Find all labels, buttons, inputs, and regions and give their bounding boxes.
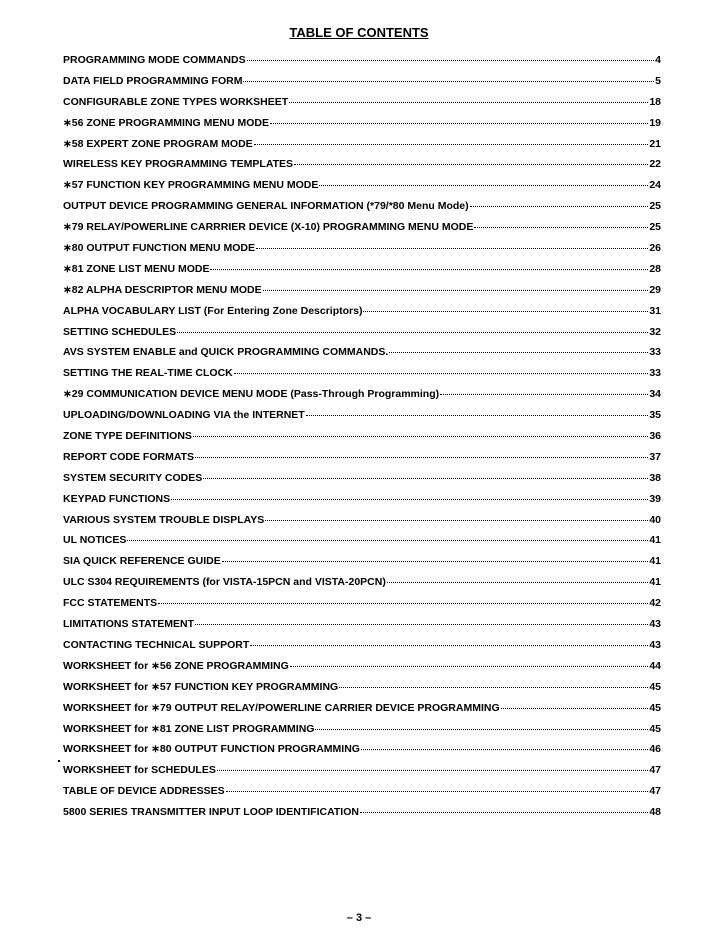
dot-leader <box>363 311 648 312</box>
toc-entry <box>63 388 661 409</box>
toc-entry-page-number: 37 <box>649 450 661 463</box>
toc-entry-title: ∗58 EXPERT ZONE PROGRAM MODE <box>63 137 253 150</box>
toc-entry-page-number: 41 <box>649 534 661 547</box>
toc-entry-page-number: 48 <box>649 806 661 819</box>
toc-entry-title: WORKSHEET for ∗81 ZONE LIST PROGRAMMING <box>63 722 315 735</box>
dot-leader <box>361 749 648 750</box>
dot-leader <box>195 624 648 625</box>
toc-entry <box>63 597 661 618</box>
toc-entry <box>63 284 661 305</box>
toc-entry <box>63 785 661 806</box>
toc-entry-page-number: 40 <box>649 513 661 526</box>
dot-leader <box>339 687 648 688</box>
toc-entry-title: ∗56 ZONE PROGRAMMING MENU MODE <box>63 116 269 129</box>
toc-entry-title: WORKSHEET for ∗80 OUTPUT FUNCTION PROGRAMMING <box>63 743 360 756</box>
toc-entry <box>63 117 661 138</box>
toc-entry-title: ∗80 OUTPUT FUNCTION MENU MODE <box>63 242 255 255</box>
dot-leader <box>177 332 648 333</box>
toc-entry <box>63 806 661 827</box>
dot-leader <box>195 457 648 458</box>
toc-entry <box>63 764 661 785</box>
toc-entry-page-number: 5 <box>655 74 661 87</box>
stray-mark <box>58 760 60 762</box>
toc-entry-page-number: 45 <box>649 722 661 735</box>
dot-leader <box>193 436 648 437</box>
dot-leader <box>290 666 649 667</box>
toc-entry-title: KEYPAD FUNCTIONS <box>63 492 171 505</box>
dot-leader <box>254 144 649 145</box>
toc-entry-page-number: 44 <box>649 659 661 672</box>
toc-entry-page-number: 45 <box>649 680 661 693</box>
toc-entry-page-number: 33 <box>649 346 661 359</box>
toc-entry-title: ∗81 ZONE LIST MENU MODE <box>63 262 210 275</box>
toc-entry <box>63 242 661 263</box>
toc-entry <box>63 743 661 764</box>
toc-entry-page-number: 33 <box>649 367 661 380</box>
toc-entry <box>63 179 661 200</box>
toc-entry-page-number: 18 <box>649 95 661 108</box>
dot-leader <box>289 102 648 103</box>
toc-entry-page-number: 42 <box>649 597 661 610</box>
toc-entry-title: ∗79 RELAY/POWERLINE CARRRIER DEVICE (X-10) PROGRAMMING MENU MODE <box>63 221 474 234</box>
dot-leader <box>171 499 648 500</box>
toc-entry <box>63 576 661 597</box>
toc-entry-title: CONTACTING TECHNICAL SUPPORT <box>63 638 250 651</box>
toc-entry-page-number: 39 <box>649 492 661 505</box>
dot-leader <box>270 123 648 124</box>
dot-leader <box>319 185 648 186</box>
toc-entry-title: CONFIGURABLE ZONE TYPES WORKSHEET <box>63 95 289 108</box>
dot-leader <box>158 603 648 604</box>
toc-entry-page-number: 29 <box>649 283 661 296</box>
toc-entry <box>63 660 661 681</box>
toc-entry-page-number: 25 <box>649 200 661 213</box>
toc-entry-page-number: 45 <box>649 701 661 714</box>
toc-entry <box>63 514 661 535</box>
toc-entry-page-number: 26 <box>649 242 661 255</box>
dot-leader <box>247 60 655 61</box>
toc-entry-title: TABLE OF DEVICE ADDRESSES <box>63 785 225 798</box>
toc-entry-title: REPORT CODE FORMATS <box>63 450 195 463</box>
toc-entry-title: SETTING SCHEDULES <box>63 325 177 338</box>
toc-entry-title: FCC STATEMENTS <box>63 597 158 610</box>
toc-entry-title: PROGRAMMING MODE COMMANDS <box>63 54 246 66</box>
toc-entry-title: OUTPUT DEVICE PROGRAMMING GENERAL INFORMATION (*79/*80 Menu Mode) <box>63 200 469 213</box>
dot-leader <box>203 478 648 479</box>
dot-leader <box>263 290 649 291</box>
toc-entry-title: UL NOTICES <box>63 534 127 547</box>
toc-entry-page-number: 43 <box>649 618 661 631</box>
toc-entry <box>63 472 661 493</box>
toc-entry-page-number: 43 <box>649 638 661 651</box>
toc-entry <box>63 555 661 576</box>
dot-leader <box>222 561 649 562</box>
toc-entry-page-number: 38 <box>649 471 661 484</box>
toc-entry-page-number: 31 <box>649 304 661 317</box>
dot-leader <box>243 81 654 82</box>
toc-entry <box>63 75 661 96</box>
toc-entry <box>63 681 661 702</box>
toc-entry-title: SYSTEM SECURITY CODES <box>63 471 203 484</box>
dot-leader <box>256 248 648 249</box>
toc-entry-title: SETTING THE REAL-TIME CLOCK <box>63 367 233 380</box>
toc-entry-title: WORKSHEET for SCHEDULES <box>63 764 216 777</box>
toc-entry-page-number: 41 <box>649 555 661 568</box>
toc-entry-title: ∗57 FUNCTION KEY PROGRAMMING MENU MODE <box>63 179 319 192</box>
toc-entry-title: LIMITATIONS STATEMENT <box>63 618 195 631</box>
toc-entry-title: ∗29 COMMUNICATION DEVICE MENU MODE (Pass-Through Programming) <box>63 388 440 401</box>
toc-entry-page-number: 24 <box>649 179 661 192</box>
toc-entry-title: SIA QUICK REFERENCE GUIDE <box>63 555 221 568</box>
toc-entry-page-number: 4 <box>655 54 661 66</box>
toc-entry <box>63 326 661 347</box>
toc-entry-page-number: 21 <box>649 137 661 150</box>
toc-entry <box>63 451 661 472</box>
dot-leader <box>265 520 648 521</box>
toc-list <box>63 54 661 827</box>
dot-leader <box>315 729 648 730</box>
toc-entry-title: DATA FIELD PROGRAMMING FORM <box>63 74 243 87</box>
toc-entry-page-number: 34 <box>649 388 661 401</box>
toc-entry <box>63 263 661 284</box>
toc-entry-page-number: 19 <box>649 116 661 129</box>
dot-leader <box>501 708 649 709</box>
toc-entry <box>63 534 661 555</box>
dot-leader <box>470 206 649 207</box>
toc-entry-title: ULC S304 REQUIREMENTS (for VISTA-15PCN and VISTA-20PCN) <box>63 576 386 589</box>
toc-entry <box>63 54 661 75</box>
toc-entry <box>63 158 661 179</box>
dot-leader <box>217 770 648 771</box>
toc-entry <box>63 723 661 744</box>
toc-entry-page-number: 47 <box>649 785 661 798</box>
toc-entry-title: ALPHA VOCABULARY LIST (For Entering Zone Descriptors) <box>63 304 363 317</box>
toc-entry <box>63 96 661 117</box>
toc-entry-title: VARIOUS SYSTEM TROUBLE DISPLAYS <box>63 513 265 526</box>
dot-leader <box>210 269 648 270</box>
toc-entry <box>63 430 661 451</box>
dot-leader <box>360 812 648 813</box>
dot-leader <box>226 791 649 792</box>
toc-entry <box>63 493 661 514</box>
toc-entry-page-number: 32 <box>649 325 661 338</box>
toc-entry-title: ∗82 ALPHA DESCRIPTOR MENU MODE <box>63 283 262 296</box>
toc-entry-page-number: 36 <box>649 430 661 443</box>
dot-leader <box>440 394 648 395</box>
dot-leader <box>234 373 649 374</box>
toc-entry <box>63 138 661 159</box>
dot-leader <box>474 227 648 228</box>
toc-entry-page-number: 25 <box>649 221 661 234</box>
toc-entry-page-number: 41 <box>649 576 661 589</box>
toc-entry <box>63 367 661 388</box>
toc-entry-title: UPLOADING/DOWNLOADING VIA the INTERNET <box>63 409 305 422</box>
dot-leader <box>306 415 649 416</box>
toc-entry <box>63 200 661 221</box>
dot-leader <box>294 164 648 165</box>
toc-entry-page-number: 28 <box>649 262 661 275</box>
dot-leader <box>250 645 648 646</box>
toc-entry-page-number: 47 <box>649 764 661 777</box>
toc-entry-page-number: 35 <box>649 409 661 422</box>
toc-entry <box>63 639 661 660</box>
toc-entry <box>63 618 661 639</box>
toc-entry-page-number: 46 <box>649 743 661 756</box>
toc-entry <box>63 346 661 367</box>
toc-entry-title: WIRELESS KEY PROGRAMMING TEMPLATES <box>63 158 294 171</box>
toc-entry <box>63 305 661 326</box>
toc-entry <box>63 702 661 723</box>
toc-entry-title: WORKSHEET for ∗57 FUNCTION KEY PROGRAMMING <box>63 680 339 693</box>
toc-entry-title: AVS SYSTEM ENABLE and QUICK PROGRAMMING COMMANDS. <box>63 346 389 359</box>
dot-leader <box>389 352 648 353</box>
toc-entry <box>63 409 661 430</box>
toc-entry <box>63 221 661 242</box>
dot-leader <box>387 582 648 583</box>
toc-entry-title: WORKSHEET for ∗56 ZONE PROGRAMMING <box>63 659 289 672</box>
toc-entry-page-number: 22 <box>649 158 661 171</box>
toc-entry-title: ZONE TYPE DEFINITIONS <box>63 430 192 443</box>
page-title: TABLE OF CONTENTS <box>289 25 429 40</box>
toc-entry-title: 5800 SERIES TRANSMITTER INPUT LOOP IDENTIFICATION <box>63 806 359 819</box>
dot-leader <box>127 540 648 541</box>
toc-entry-title: WORKSHEET for ∗79 OUTPUT RELAY/POWERLINE CARRIER DEVICE PROGRAMMING <box>63 701 500 714</box>
page-number-footer: – 3 – <box>346 912 372 924</box>
